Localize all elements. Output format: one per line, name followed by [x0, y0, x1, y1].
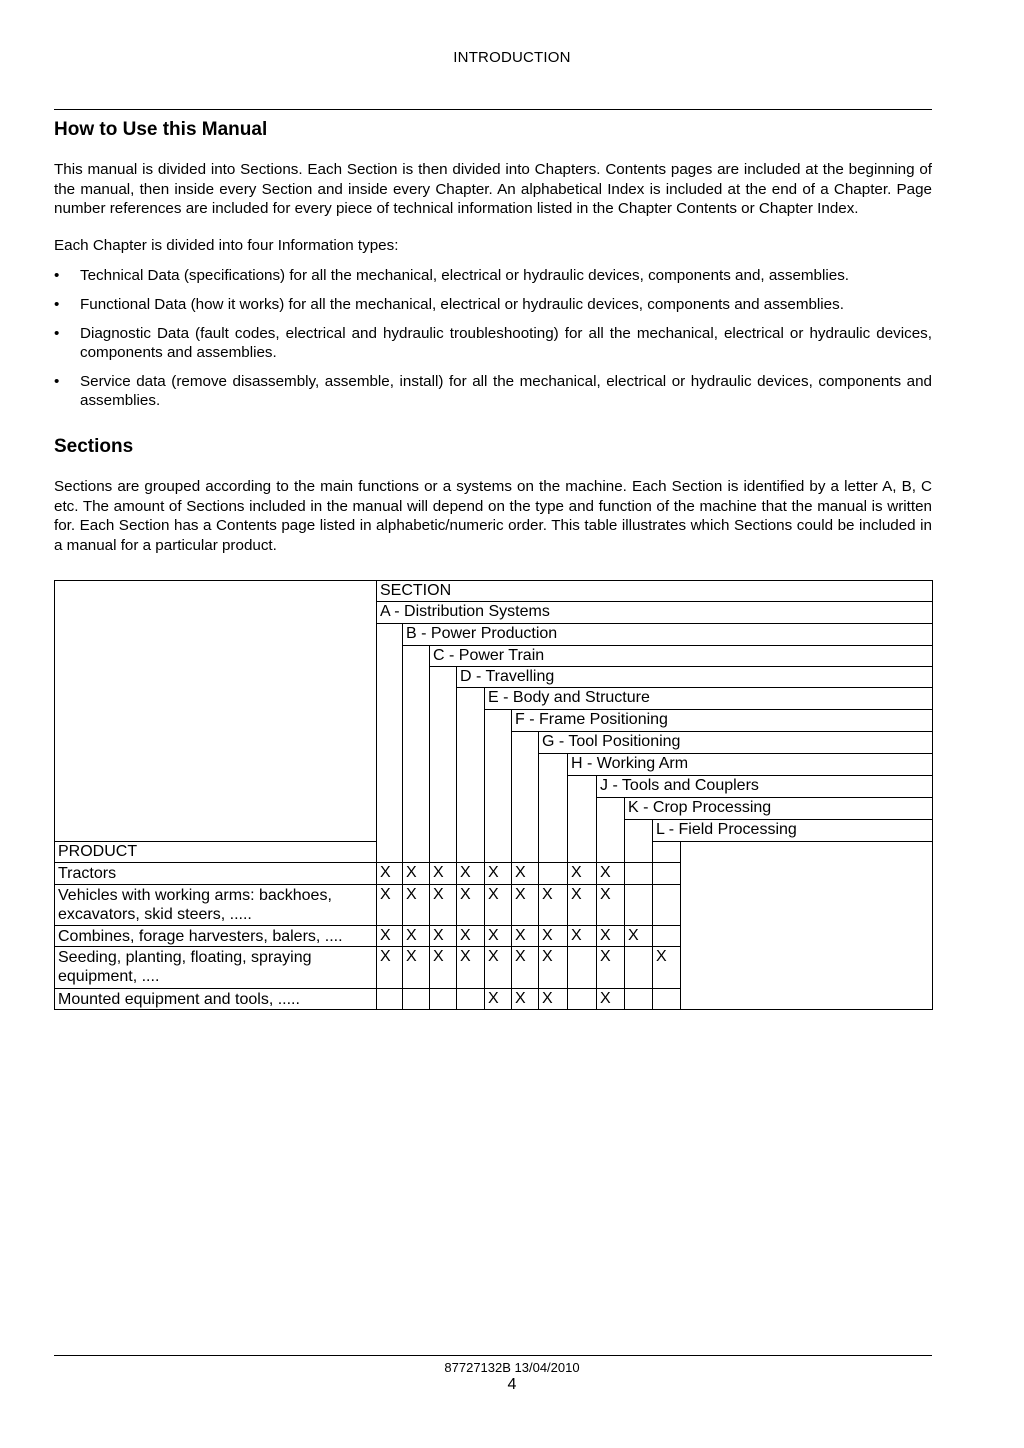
column-header-f: F - Frame Positioning: [515, 711, 668, 728]
manual-paragraph-2: Each Chapter is divided into four Information types:: [54, 236, 399, 254]
column-header-e: E - Body and Structure: [488, 689, 650, 706]
product-name: Seeding, planting, floating, spraying equipment, ....: [58, 949, 312, 985]
header-row-line: [456, 687, 933, 688]
bullet-icon: •: [54, 324, 60, 342]
section-mark: X: [515, 990, 526, 1007]
section-mark: X: [406, 886, 417, 903]
product-name: Tractors: [58, 865, 117, 882]
section-mark: X: [433, 948, 444, 965]
section-mark: X: [488, 990, 499, 1007]
row-line: [54, 925, 681, 926]
section-label: SECTION: [380, 582, 452, 599]
column-line: [652, 819, 653, 1010]
header-row-line: [402, 645, 933, 646]
section-mark: X: [406, 927, 417, 944]
section-mark: X: [488, 886, 499, 903]
table-border: [54, 1009, 933, 1010]
section-mark: X: [380, 948, 391, 965]
column-header-c: C - Power Train: [433, 647, 545, 664]
section-mark: X: [460, 927, 471, 944]
header-row-line: [511, 731, 933, 732]
column-header-g: G - Tool Positioning: [542, 733, 681, 750]
column-line: [596, 775, 597, 1010]
header-row-line: [624, 819, 933, 820]
product-name: Combines, forage harvesters, balers, ....: [58, 928, 343, 945]
section-mark: X: [515, 927, 526, 944]
list-item-text: Service data (remove disassembly, assemble, install) for all the mechanical, electrical or hydraulic devices, components and assemblies.: [80, 372, 932, 410]
section-mark: X: [488, 864, 499, 881]
page-content: [54, 118, 932, 572]
list-item-text: Technical Data (specifications) for all the mechanical, electrical or hydraulic devices, components and, assemblies.: [80, 267, 850, 285]
column-line: [456, 666, 457, 1010]
manual-heading: How to Use this Manual: [54, 119, 268, 140]
header-row-line: [376, 601, 933, 602]
column-header-k: K - Crop Processing: [628, 799, 772, 816]
column-line: [538, 731, 539, 1010]
section-mark: X: [380, 864, 391, 881]
section-mark: X: [600, 886, 611, 903]
column-header-d: D - Travelling: [460, 668, 555, 685]
column-header-b: B - Power Production: [406, 625, 558, 642]
header-row-line: [567, 775, 933, 776]
header-row-line: [538, 753, 933, 754]
row-line: [54, 841, 377, 842]
section-mark: X: [542, 886, 553, 903]
section-mark: X: [488, 927, 499, 944]
section-mark: X: [406, 948, 417, 965]
table-border: [932, 580, 933, 1010]
column-line: [511, 709, 512, 1010]
product-label: PRODUCT: [58, 843, 138, 860]
row-line: [54, 988, 681, 989]
section-mark: X: [628, 927, 639, 944]
header-row-line: [652, 841, 933, 842]
header-rule: [54, 109, 932, 110]
section-mark: X: [571, 927, 582, 944]
section-mark: X: [460, 864, 471, 881]
page-number: 4: [507, 1376, 517, 1393]
product-name: Vehicles with working arms: backhoes, excavators, skid steers, .....: [58, 887, 332, 923]
column-line: [567, 753, 568, 1010]
list-item-text: Diagnostic Data (fault codes, electrical and hydraulic troubleshooting) for all the mechanical, electrical or hydraulic devices, components and assemblies.: [80, 324, 932, 362]
header-row-line: [429, 666, 933, 667]
bullet-icon: •: [54, 267, 60, 285]
bullet-icon: •: [54, 372, 60, 390]
section-mark: X: [460, 948, 471, 965]
section-mark: X: [433, 864, 444, 881]
section-mark: X: [406, 864, 417, 881]
section-mark: X: [380, 927, 391, 944]
product-name: Mounted equipment and tools, .....: [58, 991, 300, 1008]
row-line: [54, 884, 681, 885]
header-row-line: [376, 623, 933, 624]
column-line: [624, 797, 625, 1010]
section-mark: X: [380, 886, 391, 903]
column-header-h: H - Working Arm: [571, 755, 689, 772]
section-mark: X: [656, 948, 667, 965]
table-border: [54, 580, 933, 581]
column-line: [484, 687, 485, 1010]
table-divider: [376, 580, 377, 1010]
bullet-icon: •: [54, 295, 60, 313]
section-mark: X: [515, 886, 526, 903]
section-mark: X: [488, 948, 499, 965]
row-line: [54, 946, 681, 947]
section-mark: X: [600, 927, 611, 944]
row-line: [54, 862, 681, 863]
document-code: 87727132B 13/04/2010: [444, 1360, 580, 1375]
section-mark: X: [433, 886, 444, 903]
footer-rule: [54, 1355, 932, 1356]
section-mark: X: [571, 864, 582, 881]
section-mark: X: [542, 927, 553, 944]
section-mark: X: [571, 886, 582, 903]
column-line: [680, 841, 681, 1010]
sections-heading: Sections: [54, 435, 134, 457]
table-border: [54, 580, 55, 1010]
column-line: [402, 623, 403, 1010]
manual-paragraph-1: This manual is divided into Sections. Each Section is then divided into Chapters. Contents pages are included at the beginning of the manual, then inside every Section and inside every Chapter. An alphabetical Index is included at the end of a Chapter. Page number references are included for every piece of technical information listed in the Chapter Contents or Chapter Index.: [54, 161, 932, 218]
column-line: [429, 645, 430, 1010]
column-header-l: L - Field Processing: [656, 821, 797, 838]
section-mark: X: [600, 864, 611, 881]
sections-paragraph: Sections are grouped according to the main functions or a systems on the machine. Each Section is identified by a letter A, B, C etc. The amount of Sections included in the manual will depend on the type and function of the machine that the manual is written for. Each Section has a Contents page listed in alphabetic/numeric order. This table illustrates which Sections could be included in a manual for a particular product.: [54, 477, 932, 554]
header-row-line: [596, 797, 933, 798]
list-item: [54, 372, 932, 411]
section-mark: X: [600, 990, 611, 1007]
information-types-list: [54, 266, 932, 411]
section-mark: X: [542, 948, 553, 965]
list-item-text: Functional Data (how it works) for all the mechanical, electrical or hydraulic devices, components and assemblies.: [80, 295, 844, 313]
list-item: [54, 266, 932, 286]
row-line: [54, 1009, 681, 1010]
section-mark: X: [542, 990, 553, 1007]
section-mark: X: [515, 948, 526, 965]
section-mark: X: [600, 948, 611, 965]
list-item: [54, 324, 932, 363]
section-mark: X: [460, 886, 471, 903]
column-header-a: A - Distribution Systems: [380, 603, 550, 620]
section-mark: X: [433, 927, 444, 944]
column-header-j: J - Tools and Couplers: [600, 777, 759, 794]
list-item: [54, 295, 932, 315]
running-header: INTRODUCTION: [453, 49, 571, 66]
header-row-line: [484, 709, 933, 710]
section-mark: X: [515, 864, 526, 881]
